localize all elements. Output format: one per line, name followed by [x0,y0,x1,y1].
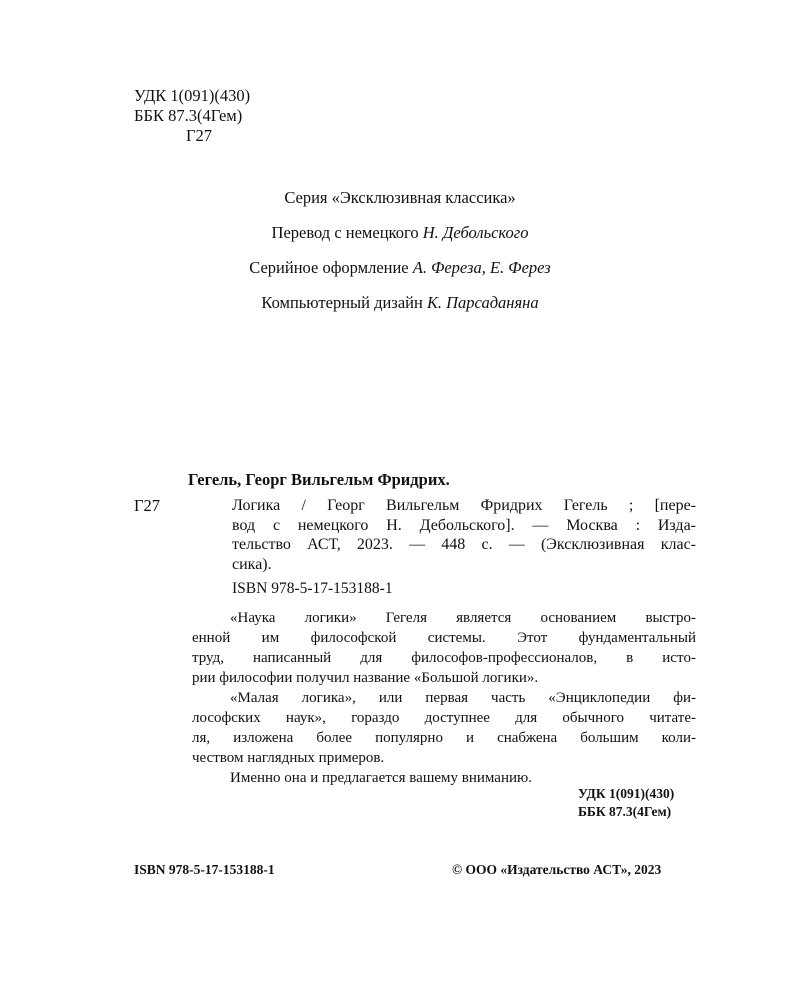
translation-label: Перевод с немецкого [271,223,419,242]
annotation-line: «Малая логика», или первая часть «Энциклопедии фи- [230,690,696,706]
footer-copyright: © ООО «Издательство АСТ», 2023 [452,862,662,877]
bib-line: сика). [232,555,272,573]
author-mark: Г27 [186,126,213,145]
bib-line: вод с немецкого Н. Дебольского]. — Москва : Изда- [232,516,696,534]
annotation [192,608,696,788]
annotation-line: труд, написанный для философов-профессионалов, в истo- [192,650,696,666]
footer-isbn: ISBN 978-5-17-153188-1 [134,862,275,877]
bib-line: тельство АСТ, 2023. — 448 с. — (Эксклюзивная клас- [232,536,696,553]
annotation-line: ля, изложена более популярно и снабжена большим коли- [192,730,696,746]
design-line [0,258,800,278]
bib-line: Логика / Георг Вильгельм Фридрих Гегель ; [пере- [232,497,696,514]
annotation-line: чеством наглядных примеров. [192,750,385,766]
annotation-bbk: ББК 87.3(4Гем) [578,804,672,819]
annotation-udk: УДК 1(091)(430) [578,786,675,801]
translation-line [0,223,800,243]
design-label: Серийное оформление [249,258,409,277]
bib-heading: Гегель, Георг Вильгельм Фридрих. [188,470,450,489]
series-label: Серия «Эксклюзивная классика» [284,188,516,207]
bib-description [232,496,696,574]
series-line [0,188,800,208]
udk-code: УДК 1(091)(430) [134,86,251,105]
annotation-line: лософских наук», гораздо доступнее для обычного читате- [192,710,696,726]
computer-design-label: Компьютерный дизайн [261,293,423,312]
annotation-line: енной им философской системы. Этот фундаментальный [192,630,696,646]
bib-isbn: ISBN 978-5-17-153188-1 [232,580,393,597]
bib-mark: Г27 [134,496,161,515]
designer-name: А. Фереза, Е. Ферез [412,258,551,277]
bbk-code: ББК 87.3(4Гем) [134,106,243,125]
computer-designer-name: К. Парсаданяна [426,293,539,312]
computer-design-line [0,293,800,313]
annotation-line: Именно она и предлагается вашему вниманию. [230,770,532,786]
annotation-line: рии философии получил название «Большой логики». [192,670,539,686]
annotation-line: «Наука логики» Гегеля является основанием выстро- [230,610,696,626]
translator-name: Н. Дебольского [422,223,529,242]
